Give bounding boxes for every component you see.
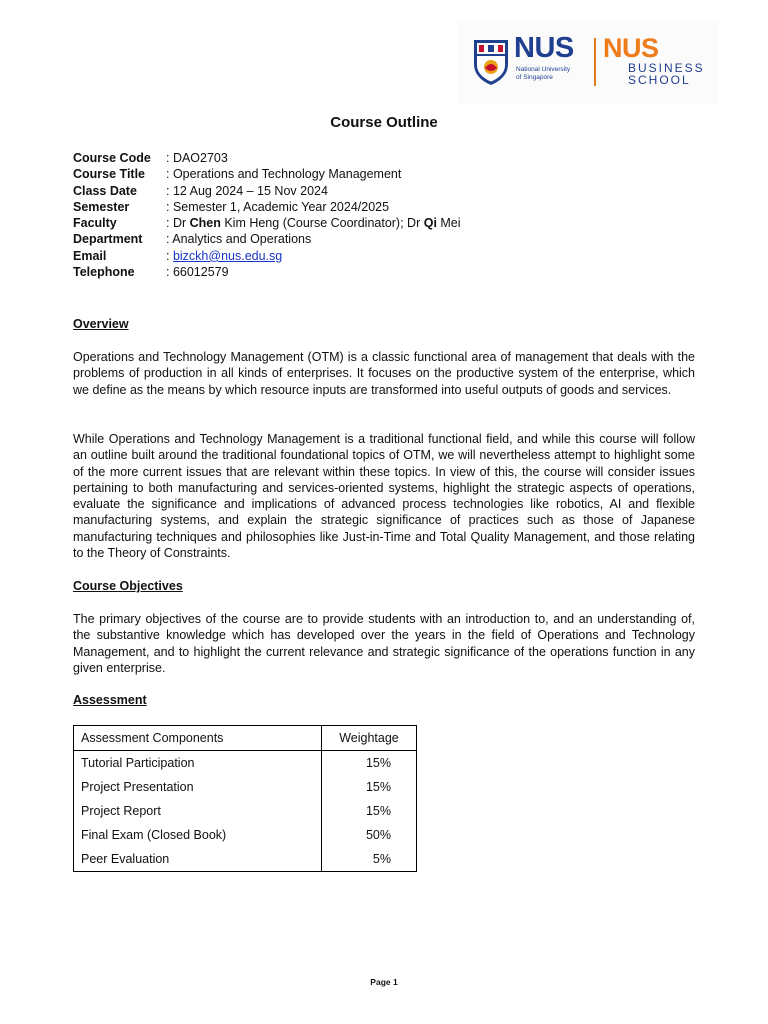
business-school-nus: NUS — [603, 33, 659, 63]
component-name: Peer Evaluation — [74, 847, 322, 872]
email-link[interactable]: bizckh@nus.edu.sg — [172, 248, 283, 263]
component-name: Project Report — [74, 799, 322, 823]
school-word: SCHOOL — [628, 73, 691, 87]
component-weight: 15% — [322, 799, 417, 823]
department-value: : Analytics and Operations — [166, 232, 312, 247]
nus-wordmark: NUS — [514, 32, 574, 64]
telephone-value: : 66012579 — [166, 265, 229, 280]
component-weight: 15% — [322, 751, 417, 776]
email-value — [166, 248, 282, 264]
faculty-text-2: Kim Heng (Course Coordinator); Dr — [220, 216, 424, 231]
nus-subtitle-line1: National University — [516, 66, 571, 73]
faculty-surname-2: Qi — [423, 216, 437, 231]
overview-paragraph-1: Operations and Technology Management (OTM) is a classic functional area of management that deals with the problems of production in all kinds of enterprises. It focuses on the productive system of the enterprise, which we define as the means by which resource inputs are transformed into useful outputs of goods and services. — [73, 350, 695, 397]
telephone-label: Telephone — [73, 265, 135, 280]
component-weight: 5% — [322, 847, 417, 872]
overview-paragraph-2: While Operations and Technology Management is a traditional functional field, and while this course will follow an outline built around the traditional foundational topics of OTM, we will nevertheless attempt to highlight some of the more current issues that are relevant within these topics. In view of this, the course will consider issues pertaining to both manufacturing and services-oriented systems, highlight the strategic aspects of operations, evaluate the significance and implications of advanced process technologies like robotics, AI and flexible manufacturing systems, and explain the strategic significance of practices such as those of Japanese manufacturing techniques and philosophies like Just-in-Time and Total Quality Management, and those relating to the Theory of Constraints. — [73, 432, 695, 561]
course-objectives-heading: Course Objectives — [73, 579, 183, 593]
faculty-text-3: Mei — [436, 216, 461, 231]
logo-divider — [594, 38, 596, 86]
overview-heading: Overview — [73, 317, 129, 331]
department-label: Department — [73, 232, 143, 247]
component-name: Project Presentation — [74, 775, 322, 799]
faculty-surname-1: Chen — [189, 216, 221, 231]
course-code-label: Course Code — [73, 151, 151, 165]
table-row — [74, 847, 417, 872]
header-weightage: Weightage — [322, 726, 417, 751]
email-label: Email — [73, 248, 107, 263]
assessment-heading: Assessment — [73, 693, 147, 707]
course-title-value: : Operations and Technology Management — [166, 167, 402, 182]
class-date-label: Class Date — [73, 183, 137, 198]
page-title: Course Outline — [330, 114, 438, 131]
component-name: Tutorial Participation — [74, 751, 322, 776]
email-colon: : — [166, 248, 173, 263]
table-row — [74, 775, 417, 799]
page-number: Page 1 — [370, 977, 398, 987]
faculty-value — [166, 215, 461, 231]
business-school-wordmark — [628, 62, 705, 86]
table-row — [74, 751, 417, 776]
component-name: Final Exam (Closed Book) — [74, 823, 322, 847]
table-row — [74, 799, 417, 823]
faculty-label: Faculty — [73, 216, 117, 231]
course-code-value: : DAO2703 — [166, 151, 228, 165]
faculty-text-1: : Dr — [166, 216, 190, 231]
component-weight: 50% — [322, 823, 417, 847]
table-row — [74, 823, 417, 847]
nus-business-school-logo — [458, 20, 718, 104]
nus-crest-icon — [472, 38, 510, 86]
component-weight: 15% — [322, 775, 417, 799]
nus-subtitle-line2: of Singapore — [516, 74, 553, 81]
header-components: Assessment Components — [74, 726, 322, 751]
table-header-row — [74, 726, 417, 751]
semester-value: : Semester 1, Academic Year 2024/2025 — [166, 199, 390, 214]
business-word: BUSINESS — [628, 61, 705, 75]
assessment-table — [73, 725, 417, 872]
semester-label: Semester — [73, 199, 130, 214]
class-date-value: : 12 Aug 2024 – 15 Nov 2024 — [166, 183, 328, 198]
nus-subtitle — [516, 66, 596, 82]
course-title-label: Course Title — [73, 167, 146, 182]
course-objectives-paragraph: The primary objectives of the course are to provide students with an introduction to, and an understanding of, the substantive knowledge which has developed over the years in the field of Operations and Technology Management, and to highlight the current relevance and strategic significance of the operations function in any given enterprise. — [73, 612, 695, 675]
